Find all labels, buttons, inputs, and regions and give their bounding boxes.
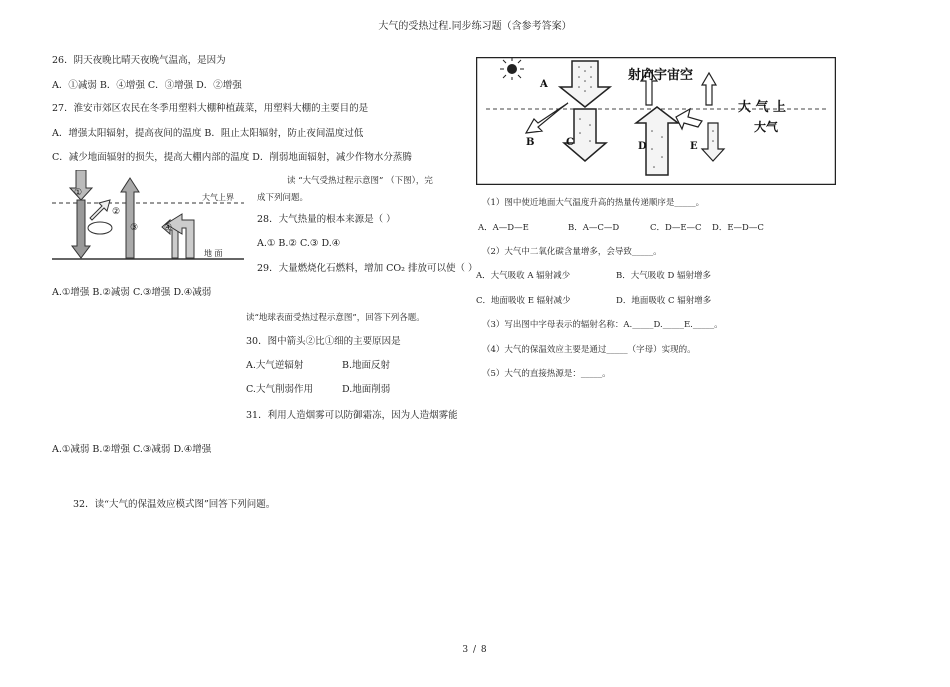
q31-options: A.①减弱 B.②增强 C.③减弱 D.④增强: [52, 444, 212, 455]
r-q3: （3）写出图中字母表示的辐射名称：A._____D._____E._____。: [482, 320, 723, 330]
q27-stem: 27．淮安市郊区农民在冬季用塑料大棚种植蔬菜，用塑料大棚的主要目的是: [52, 103, 369, 114]
atmosphere-top-label: 大气上界: [202, 193, 234, 202]
arrow-2: [90, 200, 110, 220]
label-c: C: [566, 137, 574, 148]
label-2: ②: [112, 207, 121, 217]
r-q2-option-b: B．大气吸收 D 辐射增多: [616, 271, 711, 281]
page-header: 大气的受热过程.同步练习题（含参考答案）: [378, 21, 572, 32]
r-q4: （4）大气的保温效应主要是通过_____（字母）实现的。: [482, 345, 696, 355]
cloud-icon: [88, 222, 112, 234]
r-q2-option-c: C．地面吸收 E 辐射减少: [476, 296, 571, 306]
q27-options-line2: C．减少地面辐射的损失，提高大棚内部的温度 D．削弱地面辐射，减少作物水分蒸腾: [52, 152, 412, 163]
q30-option-c: C.大气削弱作用: [246, 384, 313, 395]
r-q2-option-a: A．大气吸收 A 辐射减少: [476, 271, 571, 281]
r-q2: （2）大气中二氧化碳含量增多，会导致_____。: [482, 247, 662, 257]
label-e: E: [690, 141, 698, 152]
q30-option-a: A.大气逆辐射: [246, 360, 304, 371]
q30-stem: 30．图中箭头②比①细的主要原因是: [246, 336, 401, 347]
instruction-2: 读“地球表面受热过程示意图”，回答下列各题。: [246, 313, 425, 323]
q28-stem: 28．大气热量的根本来源是（ ）: [257, 214, 396, 225]
arrow-3: [121, 178, 139, 258]
r-q5: （5）大气的直接热源是：_____。: [482, 369, 611, 379]
q29-stem: 29．大量燃烧化石燃料，增加 CO₂ 排放可以使（ ）: [257, 263, 478, 274]
page-number: 3 / 8: [462, 645, 488, 655]
greenhouse-effect-diagram: [476, 57, 836, 185]
atmosphere-top-label: 大 气 上: [738, 100, 787, 115]
instruction-1-line2: 成下列问题。: [257, 193, 309, 203]
q28-options: A.① B.② C.③ D.④: [257, 238, 341, 249]
instruction-1-line1: 读 “大气受热过程示意图” （下图），完: [287, 176, 433, 186]
arrow-1-lower: [72, 200, 90, 258]
ground-label: 地 面: [204, 249, 223, 258]
r-q1-option-b: B．A—C—D: [568, 223, 620, 233]
space-label: 射向宇宙空: [628, 68, 694, 83]
r-q1: （1）图中使近地面大气温度升高的热量传递顺序是_____。: [482, 198, 705, 208]
sun-icon: [507, 64, 517, 74]
left-figure-options: A.①增强 B.②减弱 C.③增强 D.④减弱: [52, 287, 212, 298]
q26-stem: 26．阴天夜晚比晴天夜晚气温高，是因为: [52, 55, 226, 66]
r-q1-option-d: D．E—D—C: [712, 223, 764, 233]
label-b: B: [526, 137, 535, 148]
q30-option-d: D.地面削弱: [342, 384, 391, 395]
q30-option-b: B.地面反射: [342, 360, 391, 371]
label-1: ①: [74, 188, 83, 198]
q27-options-line1: A．增强太阳辐射，提高夜间的温度 B．阻止太阳辐射，防止夜间温度过低: [52, 128, 364, 139]
atmosphere-label: 大气: [754, 120, 779, 134]
label-a: A: [540, 79, 548, 90]
label-d: D: [638, 141, 647, 152]
r-q1-option-c: C．D—E—C: [650, 223, 702, 233]
atmosphere-heating-diagram: [52, 170, 244, 262]
q26-options: A．①减弱 B．④增强 C．③增强 D．②增强: [52, 80, 242, 91]
r-q2-option-d: D．地面吸收 C 辐射增多: [616, 296, 712, 306]
label-4: ④: [164, 223, 173, 233]
label-3: ③: [130, 223, 139, 233]
q32-stem: 32．读“大气的保温效应模式图”回答下列问题。: [73, 499, 276, 510]
r-q1-option-a: A．A—D—E: [478, 223, 529, 233]
q31-stem: 31．利用人造烟雾可以防御霜冻，因为人造烟雾能: [246, 410, 458, 421]
